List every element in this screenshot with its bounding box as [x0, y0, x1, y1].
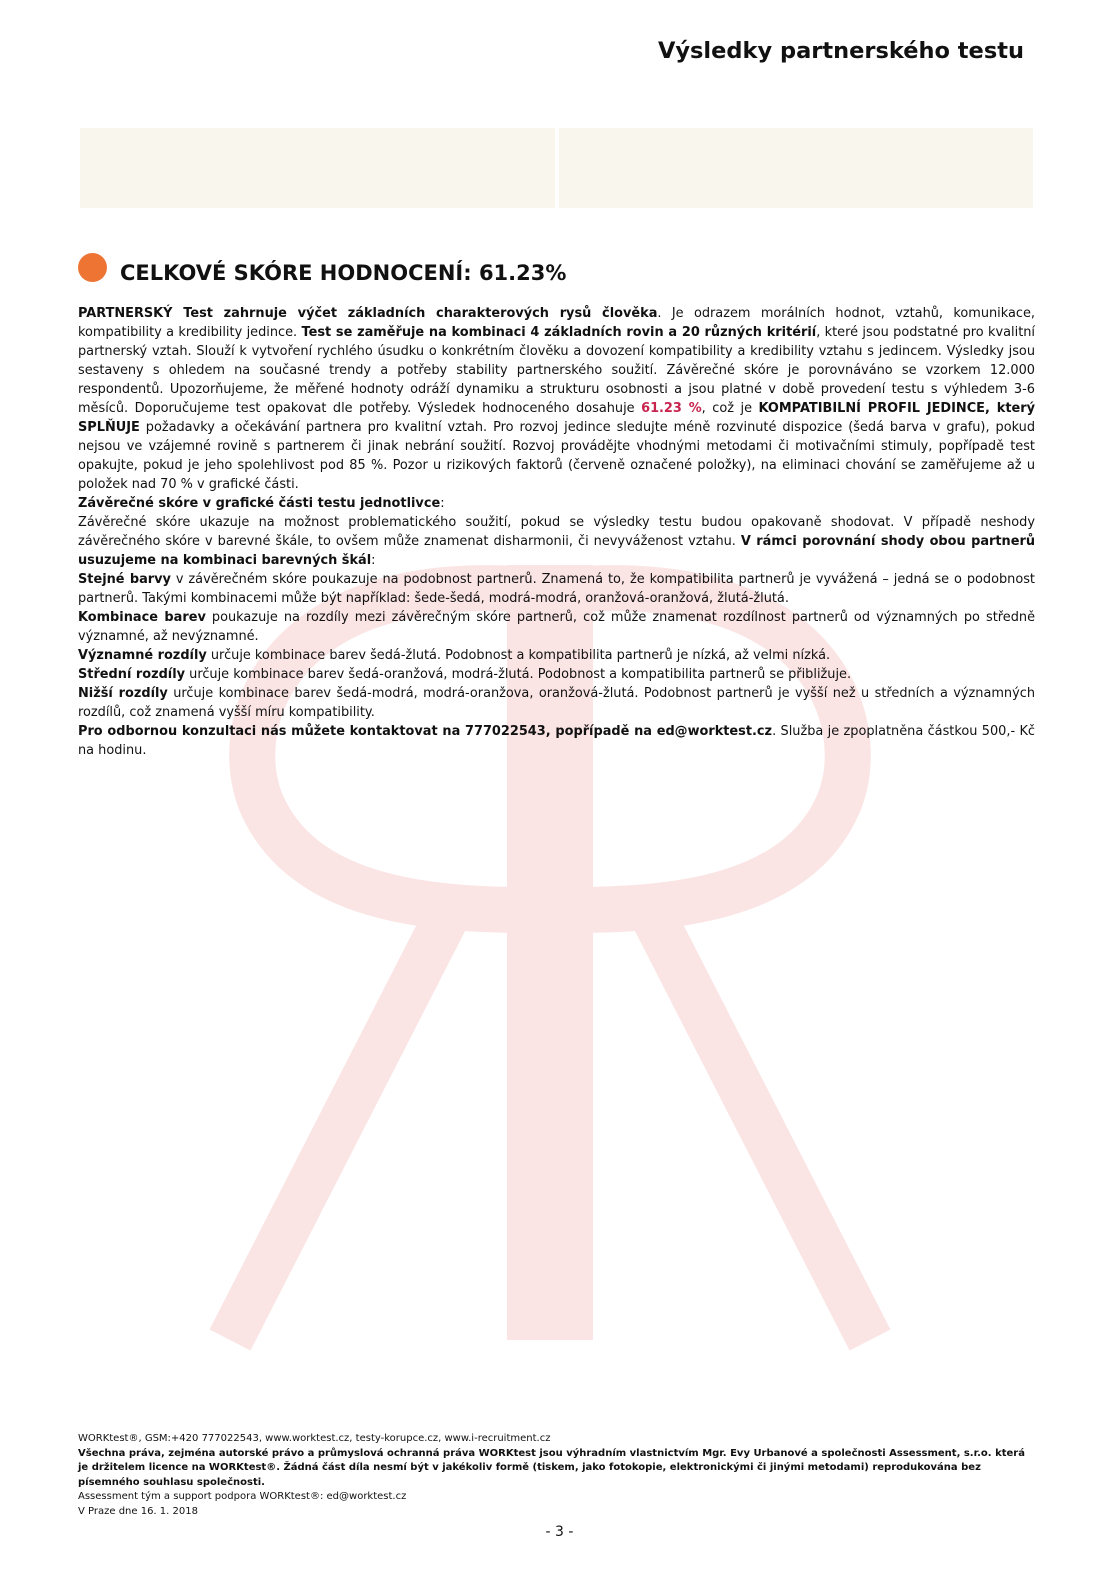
paragraph-medium-differences [78, 665, 1035, 684]
paragraph-graph-heading [78, 494, 1035, 513]
footer-support: Assessment tým a support podpora WORKtest®: ed@worktest.cz [78, 1491, 407, 1503]
paragraph-contact [78, 722, 1035, 760]
text-bold: Test se zaměřuje na kombinaci 4 základních rovin a 20 různých kritérií [301, 325, 817, 340]
orange-circle-bullet-icon [78, 253, 107, 282]
page-number: - 3 - [545, 1524, 574, 1540]
paragraph-intro [78, 304, 1035, 494]
text-bold: Stejné barvy [78, 572, 171, 587]
profile-verdict: KOMPATIBILNÍ PROFIL JEDINCE, který SPLŇUJE [78, 401, 1035, 435]
text-span: určuje kombinace barev šedá-oranžová, modrá-žlutá. Podobnost a kompatibilita partnerů se přibližuje. [185, 667, 852, 682]
footer-date: V Praze dne 16. 1. 2018 [78, 1505, 198, 1517]
text-bold: Nižší rozdíly [78, 686, 168, 701]
text-span: požadavky a očekávání partnera pro kvalitní vztah. Pro rozvoj jedince sledujte méně rozvinuté dispozice (šedá barva v grafu), pokud nejsou ve vzájemné rovině s partnerem či jinak nebrání soužití. Rozvoj provádějte vhodnými metodami či motivačními stimuly, popřípadě test opakujte, pokud je jeho spolehlivost pod 85 %. Pozor u rizikových faktorů (červeně označené položky), na eliminaci chování se zaměřujeme až u položek nad 70 % v grafické části. [78, 420, 1035, 492]
paragraph-lower-differences [78, 684, 1035, 722]
text-span: v závěrečném skóre poukazuje na podobnost partnerů. Znamená to, že kompatibilita partnerů je vyvážená – jedná se o podobnost partnerů. Takými kombinacemi může být například: šede-šedá, modrá-modrá, oranžová-oranžová, žlutá-žlutá. [78, 572, 1035, 606]
info-cell-right [559, 128, 1033, 208]
text-span: . Služba je zpoplatněna částkou 500,- Kč na hodinu. [78, 724, 1035, 758]
text-span: : [371, 553, 376, 568]
footer [78, 1432, 1038, 1520]
page-title: Výsledky partnerského testu [657, 38, 1024, 64]
text-bold: Střední rozdíly [78, 667, 186, 682]
paragraph-significant-differences [78, 646, 1035, 665]
text-span: určuje kombinace barev šedá-modrá, modrá-oranžova, oranžová-žlutá. Podobnost partnerů je vyšší než u středních a významných rozdílů, což znamená vyšší míru kompatibility. [78, 686, 1035, 720]
text-bold: Kombinace barev [78, 610, 206, 625]
footer-contact: WORKtest®, GSM:+420 777022543, www.worktest.cz, testy-korupce.cz, www.i-recruitment.cz [78, 1433, 551, 1444]
footer-rights: Všechna práva, zejména autorské právo a průmyslová ochranná práva WORKtest jsou výhradním vlastnictvím Mgr. Evy Urbanové a společnosti Assessment, s.r.o. která je držitelem licence na WORKtest®. Žádná část díla nesmí být v jakékoliv formě (tiskem, jako fotokopie, elektronickými či jinými metodami) reprodukována bez písemného souhlasu společnosti. [78, 1447, 1025, 1488]
info-cell-left [80, 128, 555, 208]
text-bold: V rámci porovnání shody obou partnerů usuzujeme na kombinaci barevných škál [78, 534, 1035, 568]
paragraph-same-colors [78, 570, 1035, 608]
text-span: Závěrečné skóre ukazuje na možnost problematického soužití, pokud se výsledky testu budou opakovaně shodovat. V případě neshody závěrečného skóre v barevné škále, to ovšem může znamenat disharmonii, či nevyváženost vztahu. [78, 515, 1035, 549]
info-band [80, 128, 1033, 208]
score-percentage: 61.23 % [641, 401, 702, 416]
text-bold: Významné rozdíly [78, 648, 207, 663]
text-span: . Je odrazem morálních hodnot, vztahů, komunikace, kompatibility a kredibility jedince. [78, 306, 1035, 340]
paragraph-final-score [78, 513, 1035, 570]
body-text [78, 304, 1035, 760]
text-span: : [440, 496, 445, 511]
text-span: určuje kombinace barev šedá-žlutá. Podobnost a kompatibilita partnerů je nízká, až velmi nízká. [206, 648, 831, 663]
text-bold: Pro odbornou konzultaci nás můžete kontaktovat na 777022543, popřípadě na ed@worktest.cz [78, 724, 773, 739]
text-span: , což je [701, 401, 759, 416]
text-span: , které jsou podstatné pro kvalitní partnerský vztah. Slouží k vytvoření rychlého úsudku o konkrétním člověku a dovození kompatibility a kredibility vztahu s jedincem. Výsledky jsou sestaveny s ohledem na současné trendy a potřeby stability partnerského soužití. Závěrečné skóre je porovnáváno se vzorkem 12.000 respondentů. Upozorňujeme, že měřené hodnoty odráží dynamiku a strukturu osobnosti a jsou platné v době provedení testu s výhledem 3-6 měsíců. Doporučujeme test opakovat dle potřeby. Výsledek hodnoceného dosahuje [78, 325, 1035, 416]
paragraph-color-combination [78, 608, 1035, 646]
text-bold: Závěrečné skóre v grafické části testu jednotlivce [78, 496, 441, 511]
score-heading: CELKOVÉ SKÓRE HODNOCENÍ: 61.23% [120, 261, 567, 285]
text-bold: PARTNERSKÝ Test zahrnuje výčet základních charakterových rysů člověka [78, 306, 658, 321]
text-span: poukazuje na rozdíly mezi závěrečným skóre partnerů, což může znamenat rozdílnost partnerů od významných po středně významné, až nevýznamné. [78, 610, 1036, 644]
